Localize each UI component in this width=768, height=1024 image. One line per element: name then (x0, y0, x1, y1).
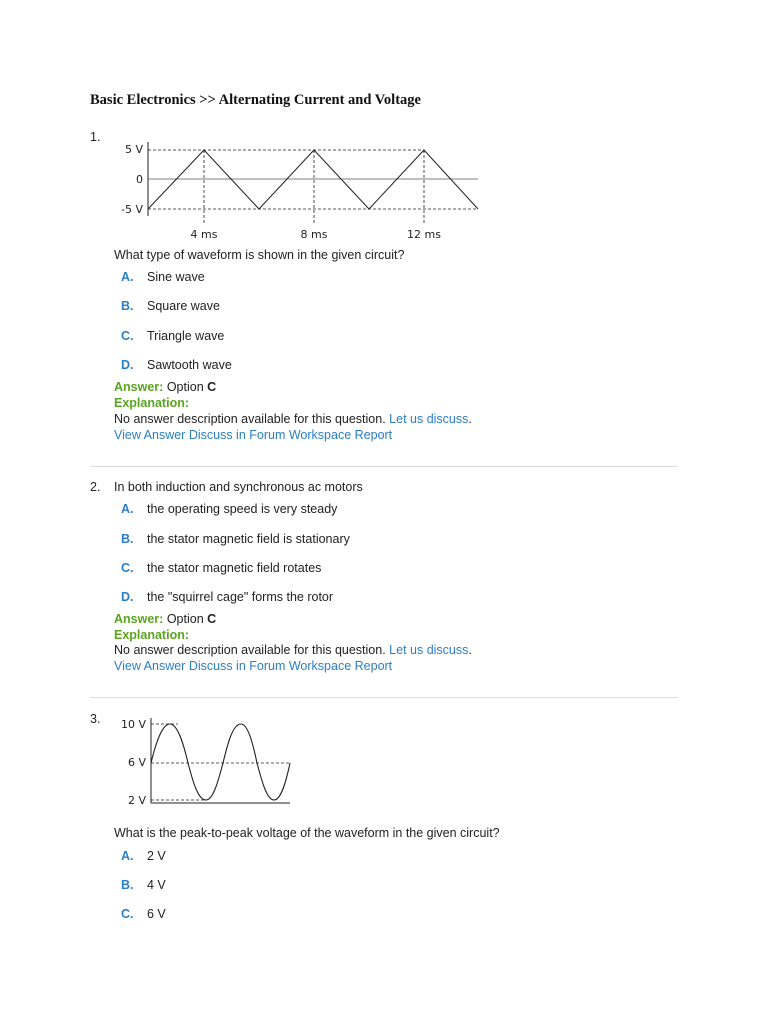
answer-prefix: Option (166, 380, 204, 394)
option-letter: A. (121, 849, 134, 863)
option-letter: B. (121, 532, 134, 546)
option-text: Sawtooth wave (147, 358, 232, 372)
option-text: Sine wave (147, 270, 205, 284)
option-text: the "squirrel cage" forms the rotor (147, 590, 334, 604)
discuss-suffix: . (468, 643, 472, 657)
option-b[interactable] (121, 532, 350, 546)
report-link[interactable]: Report (354, 659, 393, 673)
option-text: the stator magnetic field rotates (147, 561, 322, 575)
option-b[interactable] (121, 878, 166, 892)
option-letter: B. (121, 878, 134, 892)
explanation-row (114, 643, 472, 657)
option-c[interactable] (121, 907, 166, 921)
option-letter: D. (121, 590, 134, 604)
option-letter: A. (121, 270, 134, 284)
option-a[interactable] (121, 849, 166, 863)
x-label-8ms: 8 ms (300, 228, 328, 241)
option-letter: C. (121, 561, 134, 575)
x-label-4ms: 4 ms (190, 228, 218, 241)
option-text: the stator magnetic field is stationary (147, 532, 350, 546)
option-b[interactable] (121, 299, 220, 313)
question-divider (90, 697, 678, 698)
option-d[interactable] (121, 358, 232, 372)
option-letter: D. (121, 358, 134, 372)
question-number: 2. (90, 480, 101, 494)
answer-prefix: Option (166, 612, 204, 626)
x-label-12ms: 12 ms (407, 228, 441, 241)
option-d[interactable] (121, 590, 333, 604)
discuss-link[interactable]: Let us discuss (389, 643, 469, 657)
explanation-row (114, 412, 472, 426)
sine-wave-line (151, 724, 290, 800)
question-text: What is the peak-to-peak voltage of the waveform in the given circuit? (114, 826, 500, 840)
answer-value: C (207, 380, 217, 394)
y-label-0: 0 (136, 173, 143, 186)
y-label-2v: 2 V (127, 794, 146, 807)
discuss-suffix: . (468, 412, 472, 426)
option-text: the operating speed is very steady (147, 502, 338, 516)
option-text: 2 V (147, 849, 166, 863)
question-number: 3. (90, 712, 101, 726)
y-label-neg5v: -5 V (121, 203, 143, 216)
question-text: What type of waveform is shown in the given circuit? (114, 248, 405, 262)
triangle-wave-line (148, 150, 478, 209)
option-text: Triangle wave (147, 329, 225, 343)
option-text: 4 V (147, 878, 166, 892)
workspace-link[interactable]: Workspace (288, 428, 352, 442)
discuss-in-forum-link[interactable]: Discuss in Forum (188, 428, 286, 442)
question-text: In both induction and synchronous ac motors (114, 480, 363, 494)
explanation-text: No answer description available for this question. (114, 643, 386, 657)
sine-wave-figure (112, 714, 296, 810)
answer-label: Answer: (114, 380, 164, 394)
answer-value: C (207, 612, 217, 626)
answer-row (114, 380, 216, 394)
option-text: Square wave (147, 299, 220, 313)
view-answer-link[interactable]: View Answer (114, 659, 186, 673)
explanation-label-text: Explanation: (114, 396, 190, 410)
question-divider (90, 466, 678, 467)
explanation-text: No answer description available for this question. (114, 412, 386, 426)
explanation-label-text: Explanation: (114, 628, 190, 642)
answer-label: Answer: (114, 612, 164, 626)
explanation-label (114, 396, 189, 410)
discuss-in-forum-link[interactable]: Discuss in Forum (188, 659, 286, 673)
option-text: 6 V (147, 907, 166, 921)
option-letter: C. (121, 329, 134, 343)
question-number: 1. (90, 130, 101, 144)
option-letter: C. (121, 907, 134, 921)
triangle-wave-figure (112, 138, 484, 242)
answer-row (114, 612, 216, 626)
action-links (114, 428, 392, 442)
y-label-6v: 6 V (127, 756, 146, 769)
option-a[interactable] (121, 270, 205, 284)
discuss-link[interactable]: Let us discuss (389, 412, 469, 426)
page-title: Basic Electronics >> Alternating Current and Voltage (90, 92, 421, 108)
view-answer-link[interactable]: View Answer (114, 428, 186, 442)
workspace-link[interactable]: Workspace (288, 659, 352, 673)
y-label-10v: 10 V (120, 718, 146, 731)
action-links (114, 659, 392, 673)
option-letter: A. (121, 502, 134, 516)
option-c[interactable] (121, 561, 321, 575)
option-a[interactable] (121, 502, 337, 516)
report-link[interactable]: Report (354, 428, 393, 442)
option-c[interactable] (121, 329, 224, 343)
explanation-label (114, 628, 189, 642)
y-label-5v: 5 V (124, 143, 143, 156)
option-letter: B. (121, 299, 134, 313)
